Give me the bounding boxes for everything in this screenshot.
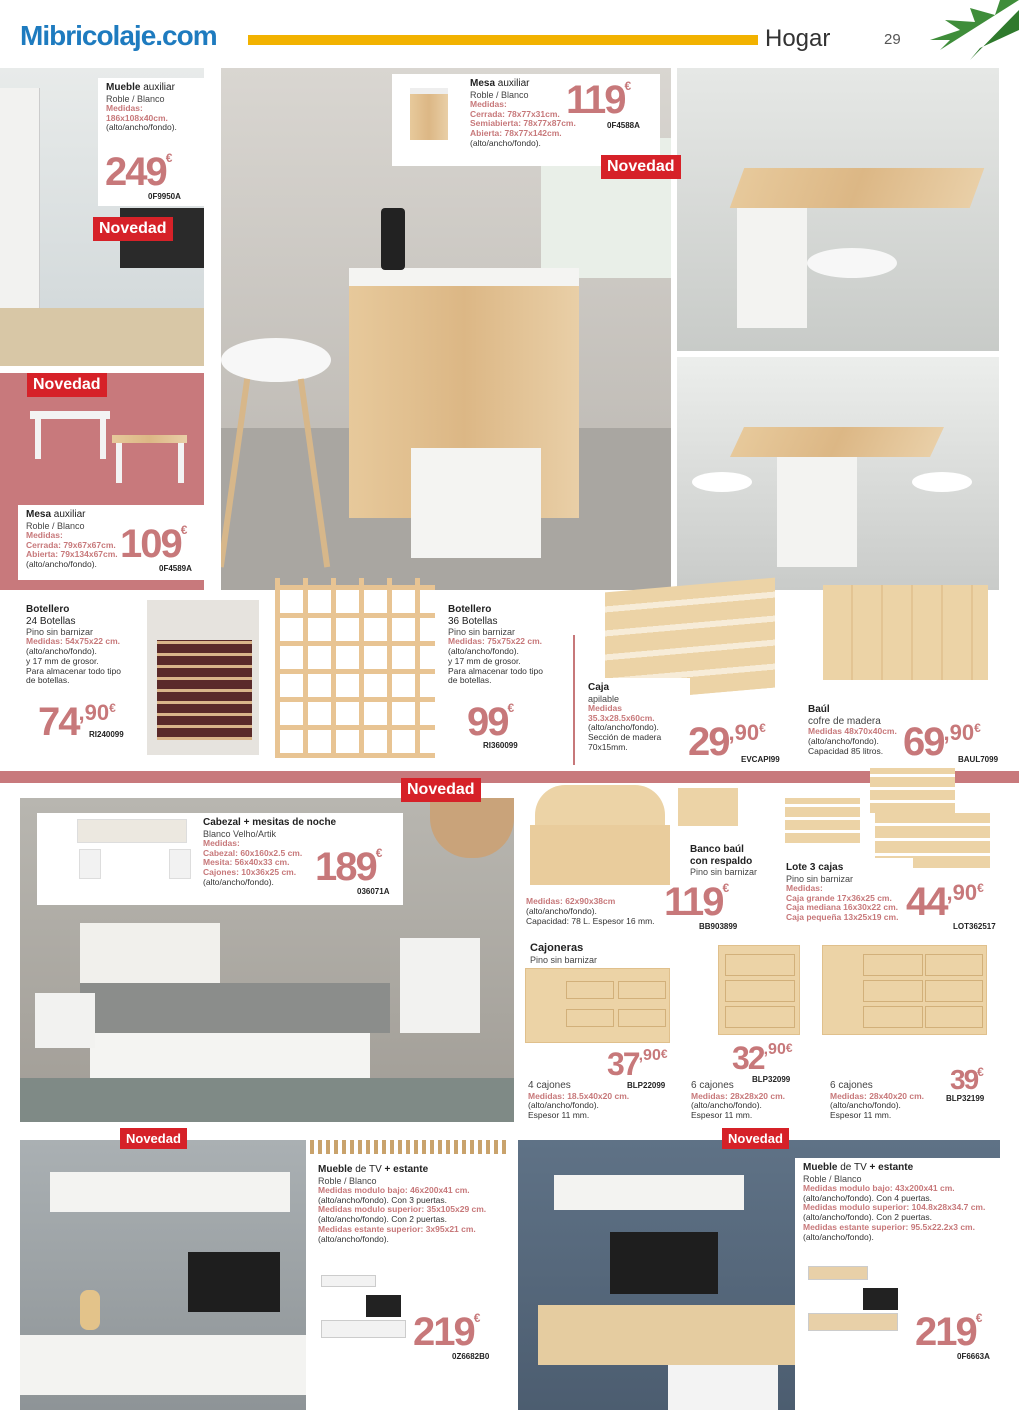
product-card-botellero-36	[440, 600, 570, 700]
measures-shelf-note: (alto/ancho/fondo).	[318, 1233, 389, 1244]
price-decimal-digits: 90	[768, 1041, 786, 1058]
slat-decoration	[310, 1140, 510, 1154]
code-cajonera-1: BLP22099	[627, 1081, 666, 1090]
product-name-end: + estante	[869, 1162, 914, 1173]
white-tables-image	[30, 405, 190, 485]
wooden-chest-image	[818, 575, 993, 695]
price-value: 39	[950, 1064, 978, 1095]
code-mesa-auxiliar-left: 0F4589A	[159, 564, 192, 573]
product-card-botellero-24	[18, 600, 148, 700]
measures-drawers: Cajones: 10x36x25 cm.	[203, 867, 297, 878]
measures: Medidas 48x70x40cm.	[808, 726, 897, 736]
price-cajonera-3	[950, 1066, 984, 1094]
price-value: 219	[413, 1310, 474, 1354]
measures-shelf: Medidas estante superior: 3x95x21 cm.	[318, 1223, 476, 1234]
product-finish: Roble / Blanco	[318, 1175, 377, 1186]
measures-label: Medidas	[588, 702, 623, 713]
currency: €	[660, 1047, 668, 1061]
product-material: Pino sin barnizar	[448, 627, 516, 637]
price-decimals: ,90	[638, 1047, 661, 1064]
price-value: 37	[607, 1046, 639, 1082]
price-value: 29	[688, 720, 729, 764]
thickness-note: y 17 mm de grosor.	[26, 655, 99, 666]
code-mesa-auxiliar-top: 0F4588A	[607, 121, 640, 130]
currency: €	[785, 1041, 793, 1055]
measures-low: Medidas modulo bajo: 43x200x41 cm.	[803, 1182, 955, 1193]
price-decimal-digits: 90	[643, 1047, 661, 1064]
price-cajonera-2	[732, 1042, 793, 1074]
price-mesa-auxiliar-left	[120, 524, 187, 564]
measures: 35.3x28.5x60cm.	[588, 712, 655, 723]
product-name: Caja	[588, 682, 610, 693]
measures-note: (alto/ancho/fondo).	[830, 1100, 901, 1111]
measures: Medidas: 28x40x20 cm.	[830, 1090, 925, 1101]
measures-headboard: Cabezal: 60x160x2.5 cm.	[203, 847, 303, 858]
measures-half: Semiabierta: 78x77x87cm.	[470, 118, 576, 129]
measures-note: (alto/ancho/fondo).	[448, 646, 519, 657]
novedad-badge-5: Novedad	[120, 1128, 187, 1149]
usage-note: Para almacenar todo tipo	[448, 665, 543, 676]
product-name: Mueble	[803, 1162, 838, 1173]
cajoneras-header	[522, 938, 662, 964]
currency: €	[977, 881, 984, 895]
code-cajonera-2: BLP32099	[752, 1075, 791, 1084]
currency: €	[759, 721, 766, 735]
brand-logo	[20, 20, 217, 52]
product-card-tv-1	[310, 1140, 510, 1410]
wine-rack-24-photo	[147, 600, 259, 755]
price-cabezal	[315, 847, 382, 887]
price-value: 44	[906, 880, 947, 924]
price-tv-1	[413, 1312, 480, 1352]
currency: €	[977, 1065, 984, 1079]
measures-upper: Medidas modulo superior: 35x105x29 cm.	[318, 1204, 487, 1215]
price-mueble-auxiliar	[105, 152, 172, 192]
measures-label: Medidas:	[786, 882, 823, 893]
price-value: 189	[315, 845, 376, 889]
measures-low: Medidas modulo bajo: 46x200x41 cm.	[318, 1184, 470, 1195]
product-finish: Roble / Blanco	[803, 1173, 862, 1184]
product-subtitle: cofre de madera	[808, 715, 881, 727]
price-decimals: ,90	[78, 700, 110, 725]
measures: Medidas: 75x75x22 cm.	[448, 636, 543, 647]
measures-closed: Cerrada: 79x67x67cm.	[26, 539, 116, 550]
product-card-tv-2	[795, 1158, 1000, 1410]
product-name: Lote 3 cajas	[786, 862, 844, 873]
measures-low-note: (alto/ancho/fondo). Con 3 puertas.	[318, 1194, 447, 1205]
price-value: 249	[105, 150, 166, 194]
price-lote-cajas	[906, 882, 984, 922]
novedad-badge-6: Novedad	[722, 1128, 789, 1149]
price-decimal-digits: 90	[734, 720, 760, 745]
measures-label: Medidas:	[26, 529, 63, 540]
measures-upper-note: (alto/ancho/fondo). Con 2 puertas.	[803, 1212, 932, 1223]
product-name-suffix: auxiliar	[497, 78, 530, 89]
measures-note: (alto/ancho/fondo).	[26, 646, 97, 657]
measures-note: (alto/ancho/fondo).	[526, 905, 597, 916]
product-name: Botellero	[448, 604, 492, 615]
measures-large: Caja grande 17x36x25 cm.	[786, 892, 892, 903]
price-decimal-digits: 90	[949, 720, 975, 745]
usage-note: Para almacenar todo tipo	[26, 665, 121, 676]
price-banco	[664, 882, 729, 922]
product-material: Pino sin barnizar	[26, 627, 94, 637]
capacity-note: Capacidad: 78 L. Espesor 16 mm.	[526, 915, 655, 926]
bench-chest-image	[525, 785, 675, 895]
currency: €	[722, 881, 730, 895]
code-mueble-auxiliar: 0F9950A	[148, 192, 181, 201]
brand-name: Mibricolaje.com	[20, 20, 217, 51]
code-lote-cajas: LOT362517	[953, 922, 996, 931]
product-capacity: 36 Botellas	[448, 615, 498, 627]
product-finish: Blanco Velho/Artik	[203, 828, 277, 839]
currency: €	[473, 1311, 481, 1325]
measures-note: (alto/ancho/fondo).	[106, 122, 177, 133]
code-baul: BAUL7099	[958, 755, 999, 764]
measures-note: (alto/ancho/fondo).	[528, 1100, 599, 1111]
product-card-caja	[580, 678, 690, 768]
product-card-lote-cajas	[778, 858, 913, 933]
price-decimals: ,90	[728, 720, 760, 745]
measures-note: (alto/ancho/fondo).	[588, 722, 659, 733]
measures-small: Caja pequeña 13x25x19 cm.	[786, 912, 899, 923]
code-botellero-36: RI360099	[483, 741, 518, 750]
measures: 186x108x40cm.	[106, 112, 168, 123]
cajonera-name: 6 cajones	[830, 1080, 873, 1091]
price-value: 99	[467, 700, 508, 744]
table-photo-mid-right	[677, 357, 999, 590]
cajonera-3-card	[822, 1076, 947, 1128]
thickness-note: Espesor 11 mm.	[691, 1110, 753, 1121]
novedad-badge-3: Novedad	[27, 373, 107, 397]
product-name-suffix: auxiliar	[53, 509, 86, 520]
measures-note: (alto/ancho/fondo).	[691, 1100, 762, 1111]
novedad-badge-1: Novedad	[93, 217, 173, 241]
measures-note: (alto/ancho/fondo).	[808, 735, 879, 746]
price-value: 119	[664, 880, 723, 924]
price-value: 32	[732, 1040, 764, 1076]
measures-label: Medidas:	[106, 102, 143, 113]
price-decimal-digits: 90	[84, 700, 110, 725]
capacity-note: Capacidad 85 litros.	[808, 745, 884, 756]
product-name: Mesa	[470, 78, 496, 89]
price-value: 74	[38, 700, 79, 744]
drawer-unit-6b-image	[822, 945, 987, 1035]
product-name-mid: de TV	[840, 1162, 867, 1173]
divider-line-caja	[573, 635, 575, 765]
currency: €	[974, 721, 981, 735]
usage-note-2: de botellas.	[26, 675, 70, 686]
measures: Medidas: 54x75x22 cm.	[26, 636, 121, 647]
price-value: 219	[915, 1310, 976, 1354]
product-name: Botellero	[26, 604, 70, 615]
currency: €	[165, 151, 173, 165]
measures-label: Medidas:	[470, 98, 507, 109]
section-size: 70x15mm.	[588, 741, 628, 752]
section-note: Sección de madera	[588, 732, 662, 743]
price-decimal-digits: 90	[952, 880, 978, 905]
product-capacity: 24 Botellas	[26, 615, 76, 627]
folding-table-thumbnail	[406, 86, 452, 144]
product-name-end: + estante	[384, 1164, 429, 1175]
usage-note-2: de botellas.	[448, 675, 492, 686]
measures-closed: Cerrada: 78x77x31cm.	[470, 108, 560, 119]
measures-low-note: (alto/ancho/fondo). Con 4 puertas.	[803, 1192, 932, 1203]
measures-open: Abierta: 79x134x67cm.	[26, 549, 118, 560]
price-decimals: ,90	[946, 880, 978, 905]
price-botellero-36	[467, 702, 514, 742]
tv-unit-thumbnail-2	[803, 1263, 903, 1343]
measures-shelf: Medidas estante superior: 95.5x22.2x3 cm.	[803, 1221, 975, 1232]
product-card-banco	[682, 840, 777, 880]
code-cabezal: 036071A	[357, 887, 390, 896]
section-title: Hogar	[765, 25, 831, 52]
product-finish: Roble / Blanco	[26, 520, 85, 531]
product-material: Pino sin barnizar	[690, 867, 758, 877]
thickness-note: Espesor 11 mm.	[830, 1110, 892, 1121]
product-name-suffix: auxiliar	[143, 82, 175, 93]
measures-note: (alto/ancho/fondo).	[26, 559, 97, 570]
product-name: Mueble	[318, 1164, 353, 1175]
product-name: Cabezal + mesitas de noche	[203, 817, 337, 828]
cajoneras-material: Pino sin barnizar	[530, 954, 598, 965]
code-tv-1: 0Z6682B0	[452, 1352, 490, 1361]
code-cajonera-3: BLP32199	[946, 1094, 985, 1103]
product-card-baul	[800, 700, 910, 768]
currency: €	[975, 1311, 983, 1325]
currency: €	[507, 701, 515, 715]
cajonera-name: 6 cajones	[691, 1080, 734, 1091]
price-value: 119	[566, 78, 625, 122]
measures-note: (alto/ancho/fondo).	[203, 876, 274, 887]
measures-upper: Medidas modulo superior: 104.8x28x34.7 cm.	[803, 1202, 986, 1213]
product-name: Baúl	[808, 704, 830, 715]
table-photo-top-right	[677, 68, 999, 351]
currency: €	[624, 79, 632, 93]
product-name-mid: de TV	[355, 1164, 382, 1175]
measures-upper-note: (alto/ancho/fondo). Con 2 puertas.	[318, 1214, 447, 1225]
price-decimals: ,90	[763, 1041, 786, 1058]
banco-measures	[518, 893, 668, 933]
measures-label: Medidas:	[203, 837, 240, 848]
product-name-2: con respaldo	[690, 855, 753, 867]
code-tv-2: 0F6663A	[957, 1352, 990, 1361]
product-finish: Roble / Blanco	[470, 89, 529, 100]
drawer-unit-4-image	[525, 968, 670, 1043]
novedad-badge-4: Novedad	[401, 778, 481, 802]
novedad-badge-2: Novedad	[601, 155, 681, 179]
palm-leaf-decoration	[920, 0, 1019, 66]
product-name: Mueble	[106, 82, 141, 93]
product-name: Mesa	[26, 509, 52, 520]
thickness-note: Espesor 11 mm.	[528, 1110, 590, 1121]
price-value: 69	[903, 720, 944, 764]
price-tv-2	[915, 1312, 982, 1352]
price-decimals: ,90	[943, 720, 975, 745]
cajoneras-title: Cajoneras	[530, 942, 584, 954]
product-name: Banco baúl	[690, 844, 744, 855]
product-material: Pino sin barnizar	[786, 873, 854, 884]
measures: Medidas: 18.5x40x20 cm.	[528, 1090, 630, 1101]
tv-unit-thumbnail-1	[316, 1270, 411, 1350]
measures-nightstand: Mesita: 56x40x33 cm.	[203, 857, 290, 868]
code-botellero-24: RI240099	[89, 730, 124, 739]
price-value: 109	[120, 522, 181, 566]
drawer-unit-6a-image	[718, 945, 800, 1035]
measures: Medidas: 28x28x20 cm.	[691, 1090, 786, 1101]
code-banco: BB903899	[699, 922, 738, 931]
code-caja: EVCAPI99	[741, 755, 780, 764]
product-subtitle: apilable	[588, 693, 620, 704]
measures-shelf-note: (alto/ancho/fondo).	[803, 1231, 874, 1242]
cajonera-name: 4 cajones	[528, 1080, 571, 1091]
price-mesa-auxiliar-top	[566, 80, 631, 120]
measures-open: Abierta: 78x77x142cm.	[470, 128, 562, 139]
measures-note: (alto/ancho/fondo).	[470, 137, 541, 148]
currency: €	[180, 523, 188, 537]
header	[0, 0, 1019, 66]
product-finish: Roble / Blanco	[106, 93, 165, 104]
currency: €	[375, 846, 383, 860]
thickness-note: y 17 mm de grosor.	[448, 655, 521, 666]
header-bar	[248, 35, 758, 45]
wine-rack-36-image	[275, 578, 435, 758]
currency: €	[109, 701, 116, 715]
page-number: 29	[884, 31, 901, 48]
tv-unit-photo-1	[20, 1140, 306, 1410]
price-cajonera-1	[607, 1048, 668, 1080]
headboard-thumbnail	[77, 819, 197, 889]
measures-medium: Caja mediana 16x30x22 cm.	[786, 902, 898, 913]
measures: Medidas: 62x90x38cm	[526, 896, 616, 906]
bench-chest-small-image	[678, 780, 740, 830]
